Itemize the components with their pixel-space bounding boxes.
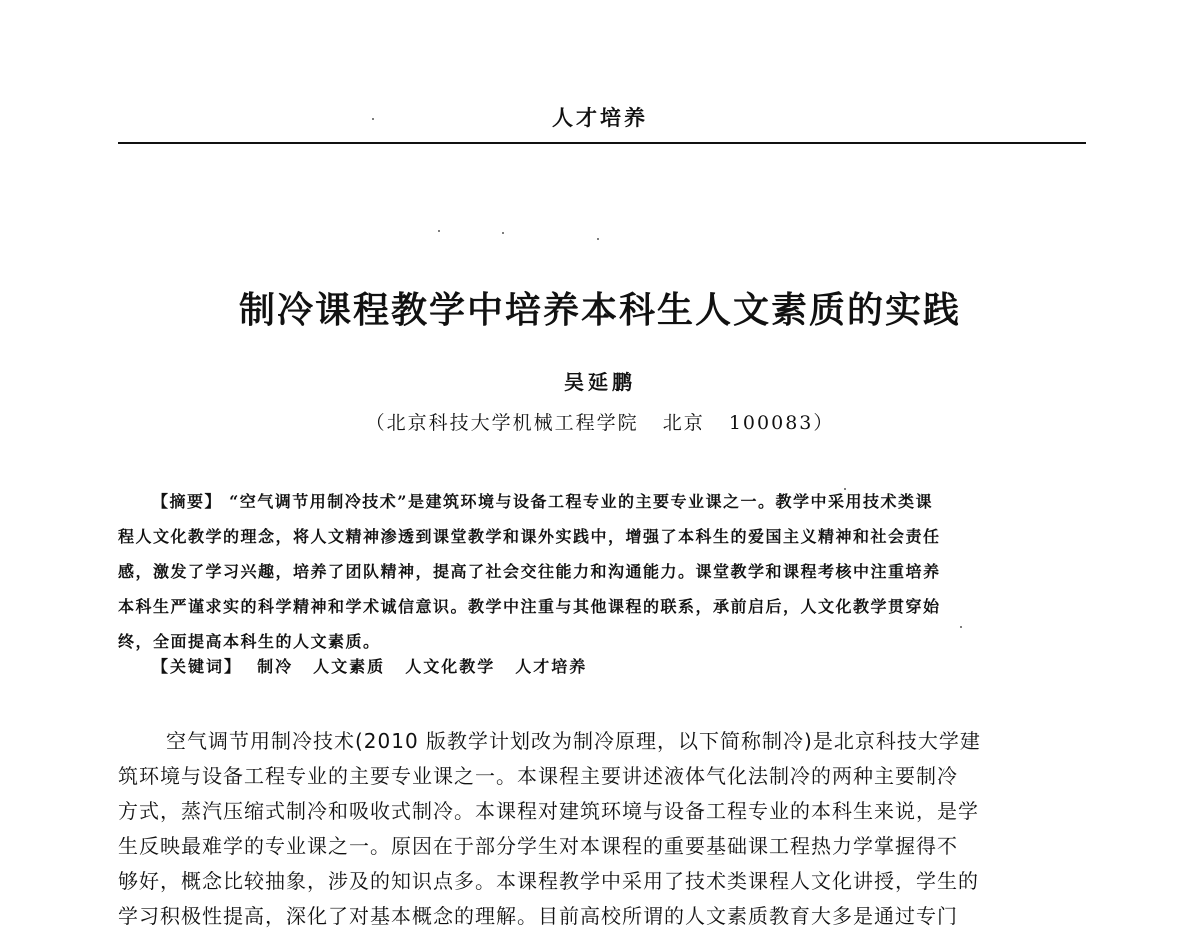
scan-speck [372,118,374,120]
body-text [118,724,1088,934]
keyword: 人文素质 [313,657,386,676]
keywords-tag: 【关键词】 [152,657,243,676]
abstract-line [118,484,1088,519]
abstract-line: 本科生严谨求实的科学精神和学术诚信意识。教学中注重与其他课程的联系，承前启后，人文化教学贯穿始 [118,597,941,616]
body-line: 方式，蒸汽压缩式制冷和吸收式制冷。本课程对建筑环境与设备工程专业的本科生来说，是学 [118,799,979,823]
scan-speck [438,230,440,232]
abstract-line: 程人文化教学的理念，将人文精神渗透到课堂教学和课外实践中，增强了本科生的爱国主义精神和社会责任 [118,527,941,546]
header-rule [118,142,1086,144]
keywords [152,654,607,677]
article-affiliation: （北京科技大学机械工程学院 北京 100083） [365,412,835,434]
scan-speck [597,238,599,240]
body-line: 筑环境与设备工程专业的主要专业课之一。本课程主要讲述液体气化法制冷的两种主要制冷 [118,764,958,788]
abstract-tag: 【摘要】 [152,492,223,511]
body-line: 学习积极性提高，深化了对基本概念的理解。目前高校所谓的人文素质教育大多是通过专门 [118,904,958,928]
scan-speck [502,232,504,234]
abstract-line: 终，全面提高本科生的人文素质。 [118,632,381,651]
keyword: 人才培养 [515,657,588,676]
abstract-text: “空气调节用制冷技术”是建筑环境与设备工程专业的主要专业课之一。教学中采用技术类课 [229,492,934,511]
body-line: 空气调节用制冷技术(2010 版教学计划改为制冷原理，以下简称制冷)是北京科技大学建 [166,729,981,753]
keyword: 制冷 [257,657,294,676]
abstract-line: 感，激发了学习兴趣，培养了团队精神，提高了社会交往能力和沟通能力。课堂教学和课程考核中注重培养 [118,562,941,581]
abstract [118,484,1088,659]
body-line: 生反映最难学的专业课之一。原因在于部分学生对本课程的重要基础课工程热力学掌握得不 [118,834,958,858]
keyword: 人文化教学 [405,657,496,676]
article-title: 制冷课程教学中培养本科生人文素质的实践 [238,290,961,331]
body-line: 够好，概念比较抽象，涉及的知识点多。本课程教学中采用了技术类课程人文化讲授，学生的 [118,869,979,893]
article-author: 吴延鹏 [564,370,636,394]
section-header: 人才培养 [552,105,648,130]
